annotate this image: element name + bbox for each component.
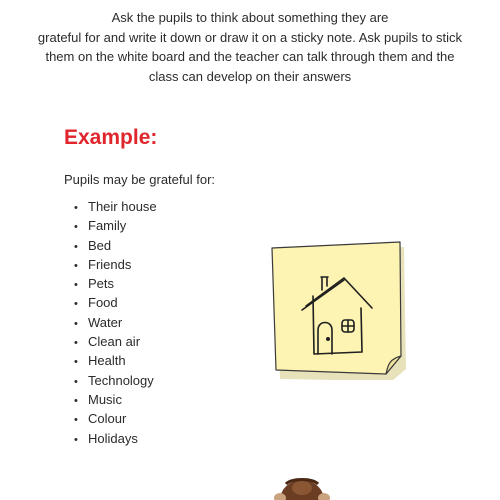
bullet-icon: •	[74, 298, 78, 311]
bullet-icon: •	[74, 240, 78, 253]
sticky-note-house-icon	[268, 238, 408, 380]
list-item	[74, 216, 157, 235]
list-item	[74, 390, 157, 409]
list-item	[74, 274, 157, 293]
grateful-list	[74, 197, 157, 448]
list-item-label: Bed	[88, 237, 112, 253]
list-item	[74, 409, 157, 428]
list-item-label: Friends	[88, 256, 132, 272]
bullet-icon: •	[74, 279, 78, 292]
list-item	[74, 197, 157, 216]
example-heading: Example:	[64, 126, 158, 149]
list-item-label: Water	[88, 314, 123, 330]
list-item	[74, 236, 157, 255]
list-item-label: Food	[88, 295, 118, 311]
list-item	[74, 371, 157, 390]
example-lead-text: Pupils may be grateful for:	[64, 172, 216, 187]
instructions-line: Ask the pupils to think about something they are	[111, 10, 389, 25]
bullet-icon: •	[74, 337, 78, 350]
list-item	[74, 293, 157, 312]
list-item	[74, 332, 157, 351]
instructions-line: them on the white board and the teacher can talk through them and the	[45, 49, 455, 64]
list-item-label: Their house	[88, 199, 157, 214]
bullet-icon: •	[74, 259, 78, 272]
bullet-icon: •	[74, 356, 78, 369]
list-item	[74, 313, 157, 332]
list-item-label: Holidays	[88, 430, 138, 446]
bullet-icon: •	[74, 414, 78, 427]
list-item-label: Colour	[88, 411, 127, 427]
list-item-label: Pets	[88, 276, 115, 292]
list-item-label: Family	[88, 218, 127, 234]
list-item	[74, 255, 157, 274]
bullet-icon: •	[74, 375, 78, 388]
bullet-icon: •	[74, 317, 78, 330]
list-item-label: Technology	[88, 372, 154, 388]
bullet-icon: •	[74, 394, 78, 407]
list-item-label: Health	[88, 353, 126, 369]
instructions-line: grateful for and write it down or draw it on a sticky note. Ask pupils to stick	[37, 29, 463, 45]
list-item	[74, 351, 157, 370]
instructions-line: class can develop on their answers	[148, 68, 352, 84]
bullet-icon: •	[74, 221, 78, 234]
list-item-label: Music	[88, 391, 122, 407]
instructions-paragraph	[30, 8, 470, 86]
list-item-label: Clean air	[88, 334, 141, 350]
bullet-icon: •	[74, 202, 78, 214]
bullet-icon: •	[74, 433, 78, 446]
list-item	[74, 429, 157, 448]
monkey-mascot-icon	[262, 474, 342, 500]
